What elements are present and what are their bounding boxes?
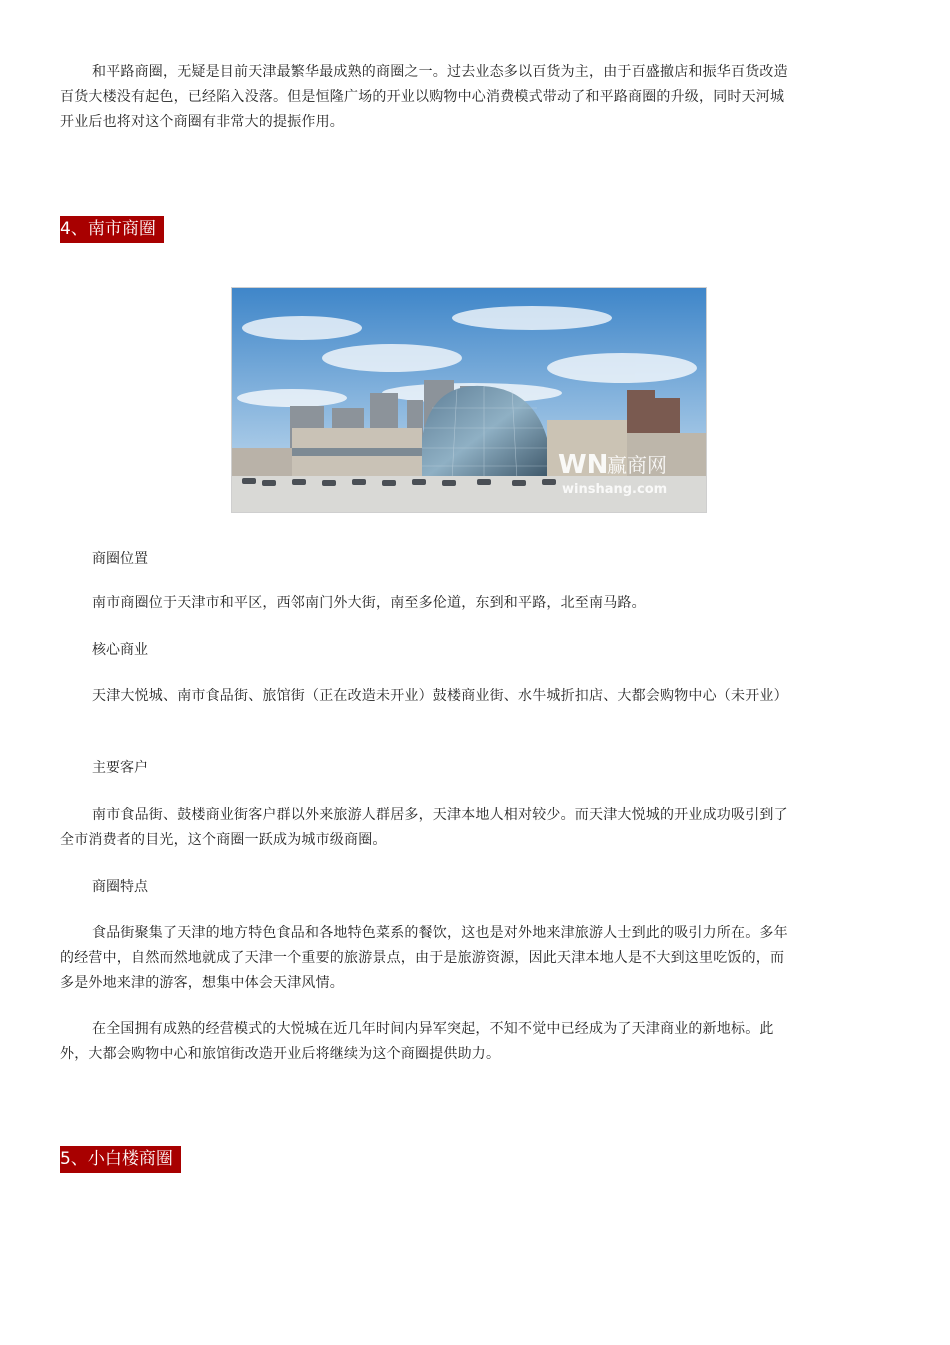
svg-text:WN: WN	[558, 450, 609, 480]
svg-text:赢商网: 赢商网	[607, 453, 667, 477]
section-heading-xiaobailou: 5、小白楼商圈	[60, 1146, 181, 1173]
winshang-watermark	[558, 450, 667, 497]
section-heading-nanshi: 4、南市商圈	[60, 216, 164, 243]
core-business-label: 核心商业	[92, 642, 148, 658]
location-label: 商圈位置	[92, 551, 148, 567]
features-label: 商圈特点	[92, 879, 148, 895]
svg-text:winshang.com: winshang.com	[562, 482, 668, 497]
main-customers-label: 主要客户	[92, 760, 148, 776]
features-paragraph-2: 在全国拥有成熟的经营模式的大悦城在近几年时间内异军突起，不知不觉中已经成为了天津商业的新地标。此外，大都会购物中心和旅馆街改造开业后将继续为这个商圈提供助力。	[60, 1021, 774, 1062]
main-customers-paragraph: 南市食品街、鼓楼商业街客户群以外来旅游人群居多，天津本地人相对较少。而天津大悦城的开业成功吸引到了全市消费者的目光，这个商圈一跃成为城市级商圈。	[60, 807, 788, 848]
core-business-paragraph: 天津大悦城、南市食品街、旅馆街（正在改造未开业）鼓楼商业街、水牛城折扣店、大都会购物中心（未开业）	[92, 688, 788, 704]
features-paragraph-1: 食品街聚集了天津的地方特色食品和各地特色菜系的餐饮，这也是对外地来津旅游人士到此的吸引力所在。多年的经营中，自然而然地就成了天津一个重要的旅游景点，由于是旅游资源，因此天津本地人是不大到这里吃饭的，而多是外地来津的游客，想集中体会天津风情。	[60, 925, 788, 991]
intro-paragraph: 和平路商圈，无疑是目前天津最繁华最成熟的商圈之一。过去业态多以百货为主，由于百盛撤店和振华百货改造百货大楼没有起色，已经陷入没落。但是恒隆广场的开业以购物中心消费模式带动了和平路商圈的升级，同时天河城开业后也将对这个商圈有非常大的提振作用。	[60, 64, 788, 130]
location-paragraph: 南市商圈位于天津市和平区，西邻南门外大街，南至多伦道，东到和平路，北至南马路。	[92, 595, 646, 611]
nanshi-mall-photo	[231, 287, 707, 513]
